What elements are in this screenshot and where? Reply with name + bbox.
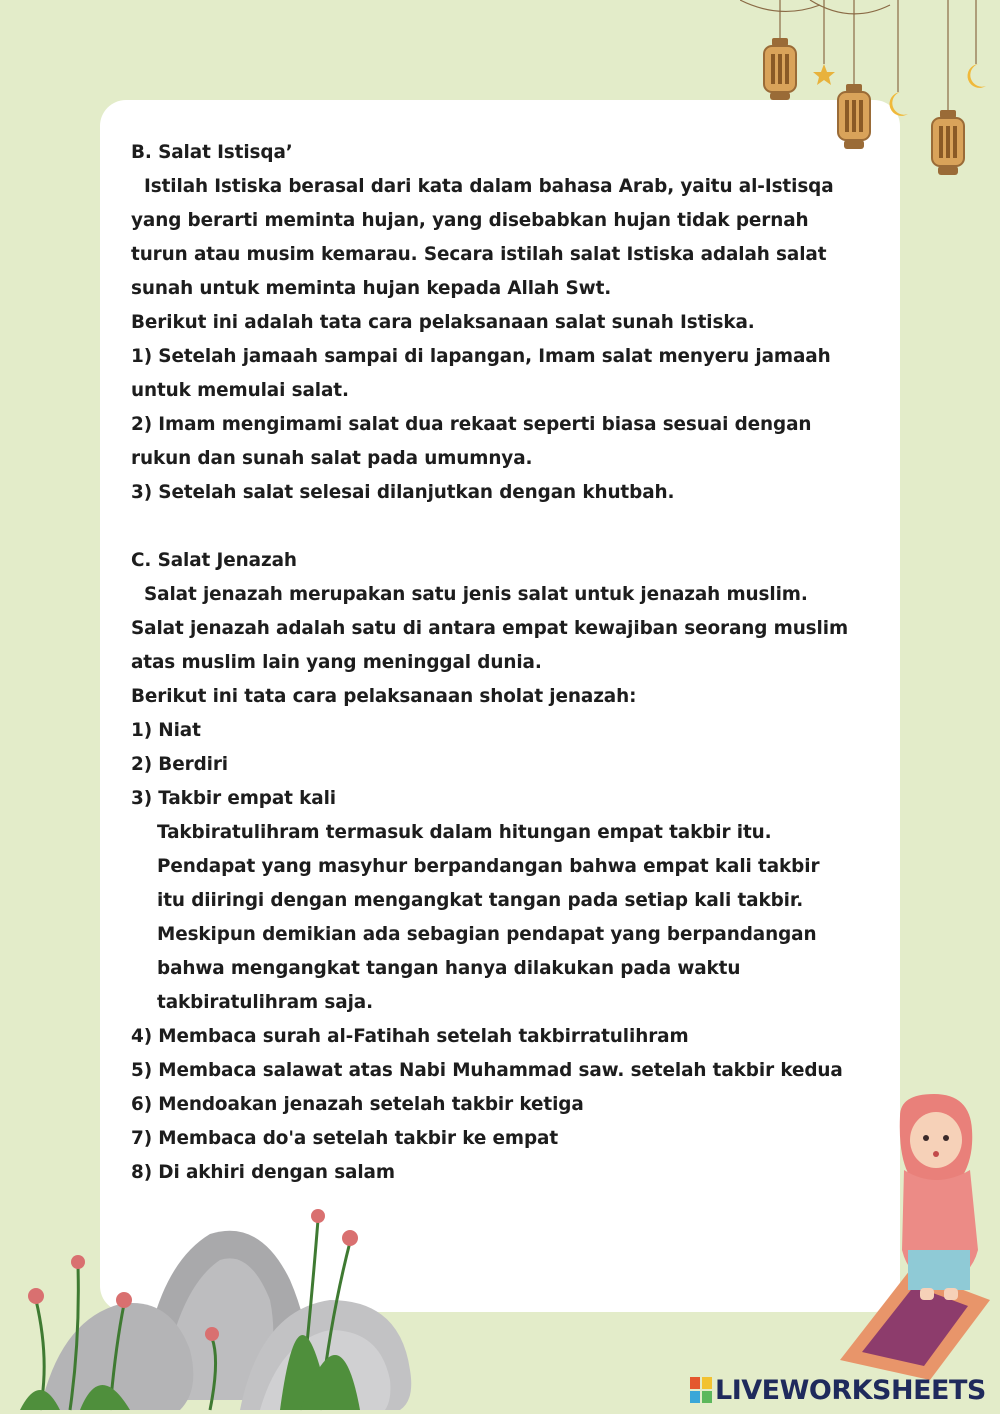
crescent-moon-icon: [968, 64, 986, 88]
section-b-step: 1) Setelah jamaah sampai di lapangan, Imam salat menyeru jamaah: [131, 346, 831, 367]
section-c-step: 8) Di akhiri dengan salam: [131, 1162, 395, 1183]
section-c-step: 6) Mendoakan jenazah setelah takbir ketiga: [131, 1094, 584, 1115]
section-b-heading: B. Salat Istisqa’: [131, 142, 293, 163]
takbir-note-line: Takbiratulihram termasuk dalam hitungan empat takbir itu.: [157, 822, 772, 843]
lantern-icon: [932, 110, 964, 175]
section-c-step: 3) Takbir empat kali: [131, 788, 337, 809]
liveworksheets-logo-icon: [690, 1377, 712, 1403]
section-b-intro-line: sunah untuk meminta hujan kepada Allah Swt.: [131, 278, 612, 299]
rocks-flowers-decoration: [0, 1200, 430, 1414]
section-b-intro-line: yang berarti meminta hujan, yang disebabkan hujan tidak pernah: [131, 210, 809, 231]
crescent-moon-icon: [890, 92, 908, 116]
praying-girl-illustration: [820, 1090, 1000, 1380]
section-c-step: 5) Membaca salawat atas Nabi Muhammad saw. setelah takbir kedua: [131, 1060, 843, 1081]
takbir-note-line: itu diiringi dengan mengangkat tangan pada setiap kali takbir.: [157, 890, 804, 911]
liveworksheets-logo: [690, 1374, 986, 1406]
brand-name: LIVEWORKSHEETS: [715, 1374, 986, 1406]
section-c-step: 7) Membaca do'a setelah takbir ke empat: [131, 1128, 559, 1149]
takbir-note-line: Meskipun demikian ada sebagian pendapat yang berpandangan: [157, 924, 817, 945]
takbir-note-line: bahwa mengangkat tangan hanya dilakukan pada waktu: [157, 958, 741, 979]
star-icon: [813, 64, 835, 85]
section-b-steps-intro: Berikut ini adalah tata cara pelaksanaan salat sunah Istiska.: [131, 312, 755, 333]
section-b-step: rukun dan sunah salat pada umumnya.: [131, 448, 533, 469]
section-c-steps-intro: Berikut ini tata cara pelaksanaan sholat jenazah:: [131, 686, 637, 707]
section-c-step: 1) Niat: [131, 720, 201, 741]
lantern-icon: [764, 38, 796, 100]
section-c-intro-line: Salat jenazah adalah satu di antara empat kewajiban seorang muslim: [131, 618, 849, 639]
section-c-step: 2) Berdiri: [131, 754, 229, 775]
document-body: [131, 136, 891, 1190]
section-b-intro-line: turun atau musim kemarau. Secara istilah salat Istiska adalah salat: [131, 244, 827, 265]
section-c-intro-line: atas muslim lain yang meninggal dunia.: [131, 652, 542, 673]
section-c-heading: C. Salat Jenazah: [131, 550, 297, 571]
takbir-note-line: takbiratulihram saja.: [157, 992, 373, 1013]
section-spacer: [131, 510, 891, 544]
section-b-intro-line: Istilah Istiska berasal dari kata dalam bahasa Arab, yaitu al-Istisqa: [144, 176, 834, 197]
section-b-step: untuk memulai salat.: [131, 380, 349, 401]
takbir-note-line: Pendapat yang masyhur berpandangan bahwa empat kali takbir: [157, 856, 820, 877]
section-c-intro-line: Salat jenazah merupakan satu jenis salat untuk jenazah muslim.: [144, 584, 808, 605]
section-c-step: 4) Membaca surah al-Fatihah setelah takbirratulihram: [131, 1026, 689, 1047]
section-b-step: 2) Imam mengimami salat dua rekaat seperti biasa sesuai dengan: [131, 414, 812, 435]
section-b-step: 3) Setelah salat selesai dilanjutkan dengan khutbah.: [131, 482, 675, 503]
